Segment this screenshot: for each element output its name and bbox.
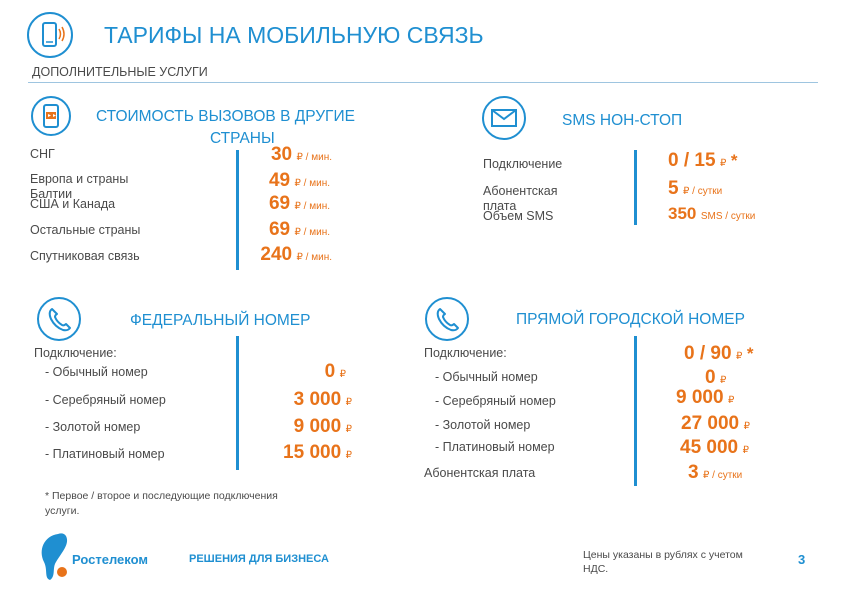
city-connect-label: Подключение:	[424, 346, 507, 360]
sms-divider	[634, 150, 637, 225]
sms-label: Абонентская	[483, 184, 558, 198]
city-label: - Золотой номер	[435, 418, 531, 432]
price-unit: ₽ / мин.	[296, 152, 332, 163]
city-label: - Обычный номер	[435, 370, 538, 384]
calls-label: США и Канада	[30, 197, 116, 211]
price-value: 3	[688, 462, 699, 483]
calls-price-row	[269, 193, 330, 215]
price-value: 69	[268, 219, 291, 240]
price-value: 3 000	[293, 389, 342, 410]
price-unit: ₽ / сутки	[683, 186, 723, 197]
brand-name: Ростелеком	[72, 552, 148, 567]
federal-label: - Золотой номер	[45, 420, 141, 434]
rostelecom-logo-mark-icon	[36, 530, 76, 582]
price-unit: ₽	[345, 397, 352, 408]
federal-label: - Платиновый номер	[45, 447, 165, 461]
calls-label: Европа и страны	[30, 172, 129, 186]
calls-price-row	[269, 219, 330, 241]
federal-price-row	[294, 416, 352, 438]
price-value: 30	[270, 144, 293, 165]
sms-price-row	[668, 150, 737, 172]
price-value: 15 000	[283, 442, 342, 463]
footnote-mark: *	[746, 344, 754, 363]
price-value: 0 / 15	[668, 150, 716, 171]
sms-label: плата	[483, 199, 517, 213]
price-unit: SMS / сутки	[700, 211, 756, 222]
city-connect-price	[684, 343, 753, 365]
calls-divider	[236, 150, 239, 270]
envelope-icon	[482, 96, 526, 140]
mobile-phone-icon	[27, 12, 73, 58]
federal-price-row	[294, 389, 352, 411]
price-unit: ₽ / мин.	[294, 201, 330, 212]
calls-title-line1: СТОИМОСТЬ ВЫЗОВОВ В ДРУГИЕ	[96, 108, 355, 125]
city-price-row	[676, 387, 734, 409]
page-title: ТАРИФЫ НА МОБИЛЬНУЮ СВЯЗЬ	[104, 22, 484, 48]
vat-note-line1: Цены указаны в рублях с учетом	[583, 549, 743, 561]
federal-label: - Серебряный номер	[45, 393, 166, 407]
price-value: 0	[705, 367, 716, 388]
city-fee-price	[688, 462, 742, 484]
federal-label: - Обычный номер	[45, 365, 148, 379]
city-label: - Серебряный номер	[435, 394, 556, 408]
federal-title: ФЕДЕРАЛЬНЫЙ НОМЕР	[130, 312, 311, 329]
price-unit: ₽ / мин.	[294, 178, 330, 189]
calls-price-row	[260, 244, 332, 266]
sms-price-row	[668, 204, 755, 224]
calls-label: СНГ	[30, 147, 55, 161]
price-value: 350	[668, 204, 697, 223]
city-title: ПРЯМОЙ ГОРОДСКОЙ НОМЕР	[516, 311, 745, 328]
calls-price-row	[269, 170, 330, 192]
price-value: 69	[268, 193, 291, 214]
calls-label: Балтии	[30, 187, 73, 201]
federal-price-row	[283, 442, 352, 464]
slogan: РЕШЕНИЯ ДЛЯ БИЗНЕСА	[189, 553, 329, 565]
price-unit: ₽	[720, 158, 727, 169]
rostelecom-logo	[36, 530, 166, 582]
header-divider	[28, 82, 818, 83]
sms-label: Подключение	[483, 157, 563, 171]
price-unit: ₽	[742, 445, 749, 456]
price-value: 240	[260, 244, 293, 265]
page-number: 3	[798, 552, 806, 567]
price-unit: ₽	[736, 351, 743, 362]
city-price-row	[680, 437, 749, 459]
price-value: 0 / 90	[684, 343, 732, 364]
price-unit: ₽ / мин.	[294, 227, 330, 238]
price-unit: ₽	[720, 375, 727, 386]
price-unit: ₽	[743, 421, 750, 432]
city-fee-label: Абонентская плата	[424, 466, 536, 480]
price-unit: ₽	[345, 424, 352, 435]
price-value: 9 000	[293, 416, 342, 437]
federal-price-row	[325, 361, 346, 383]
calls-label: Остальные страны	[30, 223, 141, 237]
price-value: 9 000	[676, 387, 724, 408]
city-divider	[634, 336, 637, 486]
calls-price-row	[271, 144, 332, 166]
sms-label: Объем SMS	[483, 209, 554, 223]
price-unit: ₽	[345, 450, 352, 461]
sms-price-row	[668, 178, 722, 200]
mobile-call-icon	[31, 96, 71, 136]
price-value: 45 000	[680, 437, 739, 458]
sms-title: SMS НОН-СТОП	[562, 112, 683, 129]
price-value: 5	[668, 178, 679, 199]
handset-icon	[37, 297, 81, 341]
handset-icon	[425, 297, 469, 341]
footnote-mark: *	[730, 151, 738, 170]
price-unit: ₽	[339, 369, 346, 380]
footnote-line1: * Первое / второе и последующие подключения	[45, 490, 278, 502]
price-unit: ₽ / сутки	[703, 470, 743, 481]
page-subtitle: ДОПОЛНИТЕЛЬНЫЕ УСЛУГИ	[32, 65, 208, 79]
calls-label: Спутниковая связь	[30, 249, 140, 263]
price-unit: ₽ / мин.	[296, 252, 332, 263]
price-value: 49	[268, 170, 291, 191]
calls-title-line2: СТРАНЫ	[210, 130, 275, 147]
federal-connect-label: Подключение:	[34, 346, 117, 360]
city-price-row	[705, 367, 726, 389]
vat-note-line2: НДС.	[583, 563, 609, 575]
price-value: 0	[324, 361, 336, 382]
federal-divider	[236, 336, 239, 470]
price-unit: ₽	[728, 395, 735, 406]
footnote-line2: услуги.	[45, 505, 80, 517]
city-price-row	[681, 413, 750, 435]
price-value: 27 000	[681, 413, 740, 434]
city-label: - Платиновый номер	[435, 440, 555, 454]
